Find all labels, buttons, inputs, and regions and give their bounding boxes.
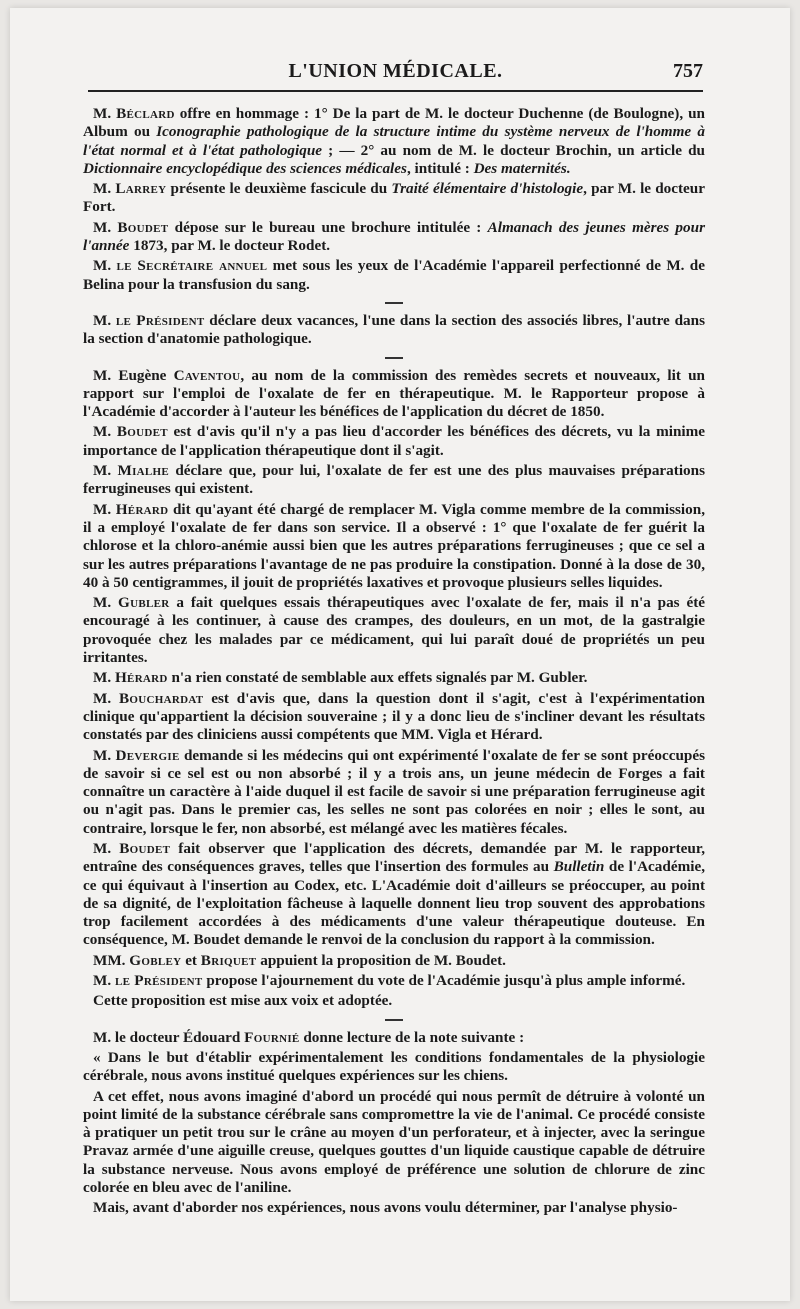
italic-title: Dictionnaire encyclopédique des sciences médicales xyxy=(83,159,407,177)
speaker-name: Hérard xyxy=(115,500,169,518)
speaker-name: Larrey xyxy=(115,180,167,198)
paragraph-p16 xyxy=(83,972,705,990)
paragraph-p12 xyxy=(83,690,705,745)
text-run: M. xyxy=(93,423,117,441)
section-separator xyxy=(385,357,403,359)
page-header xyxy=(88,60,703,88)
text-run: M. xyxy=(93,311,116,329)
italic-title: Bulletin xyxy=(553,858,605,876)
text-run: appuient la proposition de M. Boudet. xyxy=(256,951,506,969)
text-run: présente le deuxième fascicule du xyxy=(166,180,392,198)
text-run: et xyxy=(181,951,201,969)
text-run: est d'avis que, dans la question dont il s'agit, c'est à l'expérimentation clinique qu'appartient la décision souveraine ; il y a donc lieu de s'incliner devant les résultats constatés par des cliniciens aussi compétents que MM. Vigla et Hérard. xyxy=(83,689,705,744)
text-run: M. xyxy=(93,218,118,236)
paragraph-p7 xyxy=(83,423,705,460)
text-run: ; — 2° au nom de M. le docteur Brochin, un article du xyxy=(322,141,705,159)
speaker-name: Boudet xyxy=(116,423,168,441)
speaker-name: Fournié xyxy=(244,1028,300,1046)
speaker-name: Hérard xyxy=(114,669,168,687)
paragraph-p3 xyxy=(83,219,705,256)
text-run: Mais, avant d'aborder nos expériences, nous avons voulu déterminer, par l'analyse physio- xyxy=(93,1199,678,1217)
text-run: « Dans le but d'établir expérimentalement les conditions fondamentales de la physiologie cérébrale, nous avons institué quelques expériences sur les chiens. xyxy=(83,1048,705,1085)
paragraph-p1 xyxy=(83,105,705,178)
text-run: M. xyxy=(93,180,116,198)
running-title: L'UNION MÉDICALE. xyxy=(288,60,503,82)
text-run: A cet effet, nous avons imaginé d'abord un procédé qui nous permît de détruire à volonté un point limité de la substance cérébrale sans compromettre la vie de l'animal. Ce procédé consiste à pratiquer un petit trou sur le crâne au moyen d'un perforateur, et à injecter, avec la seringue Pravaz armée d'une aiguille creuse, quelques gouttes d'un liquide caustique capable de détruire la substance nerveuse. Nous avons employé de préférence une solution de chlorure de zinc colorée en bleu avec de l'aniline. xyxy=(83,1087,705,1197)
text-run: donne lecture de la note suivante : xyxy=(299,1028,525,1046)
paragraph-p10 xyxy=(83,594,705,667)
speaker-name: le Président xyxy=(114,972,203,990)
speaker-name: le Secrétaire annuel xyxy=(116,257,268,275)
speaker-name: Boudet xyxy=(117,218,169,236)
paragraph-p18 xyxy=(83,1029,705,1047)
speaker-name: Devergie xyxy=(115,746,180,764)
page-number: 757 xyxy=(673,60,703,82)
text-run: M. xyxy=(93,105,117,122)
paragraph-p14 xyxy=(83,840,705,950)
speaker-name: Mialhe xyxy=(117,462,170,480)
text-run: , au nom de la commission des remèdes secrets et nouveaux, lit un rapport sur l'emploi de l'oxalate de fer en thérapeutique. M. le Rapporteur propose à l'Académie d'accorder à l'auteur les bénéfices de l'application du décret de 1850. xyxy=(83,366,705,421)
text-run: propose l'ajournement du vote de l'Académie jusqu'à plus ample informé. xyxy=(202,972,686,990)
speaker-name: Béclard xyxy=(116,105,175,122)
text-run: met sous les yeux de l'Académie l'appareil perfectionné de M. de Belina pour la transfusion du sang. xyxy=(83,257,705,293)
paragraph-p19 xyxy=(83,1049,705,1086)
text-run: M. xyxy=(93,594,118,612)
article-body xyxy=(83,103,705,1218)
paragraph-p17 xyxy=(83,992,705,1010)
speaker-name: le Président xyxy=(115,311,205,329)
text-run: M. xyxy=(93,746,116,764)
paragraph-p20 xyxy=(83,1088,705,1198)
text-run: M. xyxy=(93,500,116,518)
italic-title: Des maternités. xyxy=(473,159,571,177)
paragraph-p2 xyxy=(83,180,705,217)
italic-title: Almanach des jeunes mères pour l'année xyxy=(83,218,705,255)
paragraph-p5 xyxy=(83,312,705,349)
section-separator xyxy=(385,302,403,304)
scanned-page xyxy=(10,8,790,1301)
paragraph-p15 xyxy=(83,952,705,970)
text-run: est d'avis qu'il n'y a pas lieu d'accorder les bénéfices des décrets, vu la minime importance de l'application thérapeutique dont il s'agit. xyxy=(83,423,705,459)
text-run: M. xyxy=(93,689,119,707)
text-run: 1873, par M. le docteur Rodet. xyxy=(129,237,331,255)
paragraph-p13 xyxy=(83,747,705,838)
text-run: déclare deux vacances, l'une dans la section des associés libres, l'autre dans la section d'anatomie pathologique. xyxy=(83,311,705,348)
text-run: de l'Académie, ce qui équivaut à l'insertion au Codex, etc. L'Académie doit d'ailleurs se préoccuper, au point de sa dignité, de l'exploitation fâcheuse à laquelle donnent lieu trop souvent des approbations trop facilement accordées à des médicaments d'une valeur thérapeutique douteuse. En conséquence, M. Boudet demande le renvoi de la conclusion du rapport à la commission. xyxy=(83,858,705,949)
speaker-name: Bouchardat xyxy=(118,689,204,707)
text-run: demande si les médecins qui ont expérimenté l'oxalate de fer se sont préoccupés de savoir si ce sel est ou non absorbé ; il y a trois ans, un jeune médecin de Forges a fait connaître un caractère à l'aide duquel il est facile de savoir si une préparation ferrugineuse agit ou n'agit pas. Dans le premier cas, les selles ne sont pas colorées en noir ; elles le sont, au contraire, lorsque le fer, non absorbé, est mélangé avec les matières fécales. xyxy=(83,746,705,837)
text-run: M. Eugène xyxy=(93,366,174,384)
italic-title: Iconographie pathologique de la structure intime du système nerveux de l'homme à l'état normal et à l'état pathologique xyxy=(83,123,706,159)
text-run: a fait quelques essais thérapeutiques avec l'oxalate de fer, mais il n'a pas été encouragé à les continuer, à cause des crampes, des douleurs, en un mot, de la gastralgie provoquée chez les malades par ce médicament, qui lui paraît doué de propriétés un peu irritantes. xyxy=(83,594,705,667)
paragraph-p11 xyxy=(83,669,705,687)
text-run: dit qu'ayant été chargé de remplacer M. Vigla comme membre de la commission, il a employé l'oxalate de fer dans son service. Il a observé : 1° que l'oxalate de fer guérit la chlorose et la chloro-anémie aussi bien que les autres préparations ferrugineuses ; que ce sel a sur les autres préparations l'avantage de ne pas produire la constipation. Donné à la dose de 30, 40 à 50 centigrammes, il jouit de propriétés laxatives et provoque plusieurs selles liquides. xyxy=(83,500,705,591)
text-run: MM. xyxy=(93,951,130,969)
text-run: , par M. le docteur Fort. xyxy=(83,180,705,216)
text-run: offre en hommage : 1° De la part de M. le docteur Duchenne (de Boulogne), un Album ou xyxy=(83,105,705,141)
text-run: fait observer que l'application des décrets, demandée par M. le rapporteur, entraîne des conséquences graves, telles que l'insertion des formules au xyxy=(83,839,705,876)
text-run: Cette proposition est mise aux voix et adoptée. xyxy=(93,992,393,1010)
italic-title: Traité élémentaire d'histologie xyxy=(391,180,584,198)
speaker-name: Boudet xyxy=(119,839,171,857)
text-run: , intitulé : xyxy=(406,159,474,177)
section-separator xyxy=(385,1019,403,1021)
paragraph-p9 xyxy=(83,501,705,592)
text-run: n'a rien constaté de semblable aux effets signalés par M. Gubler. xyxy=(167,669,588,687)
text-run: M. xyxy=(93,257,117,275)
text-run: déclare que, pour lui, l'oxalate de fer est une des plus mauvaises préparations ferrugineuses qui existent. xyxy=(83,462,705,498)
text-run: M. xyxy=(93,972,115,990)
speaker-name: Caventou xyxy=(173,366,241,384)
paragraph-p8 xyxy=(83,462,705,499)
text-run: M. xyxy=(93,839,120,857)
text-run: dépose sur le bureau une brochure intitulée : xyxy=(168,218,488,236)
speaker-name: Gubler xyxy=(118,594,170,612)
paragraph-p21 xyxy=(83,1199,705,1217)
speaker-name: Briquet xyxy=(200,951,257,969)
text-run: M. xyxy=(93,462,118,480)
text-run: M. xyxy=(93,669,115,687)
speaker-name: Gobley xyxy=(129,951,182,969)
paragraph-p4 xyxy=(83,257,705,294)
paragraph-p6 xyxy=(83,367,705,422)
text-run: M. le docteur Édouard xyxy=(93,1028,245,1046)
header-rule xyxy=(88,90,703,92)
